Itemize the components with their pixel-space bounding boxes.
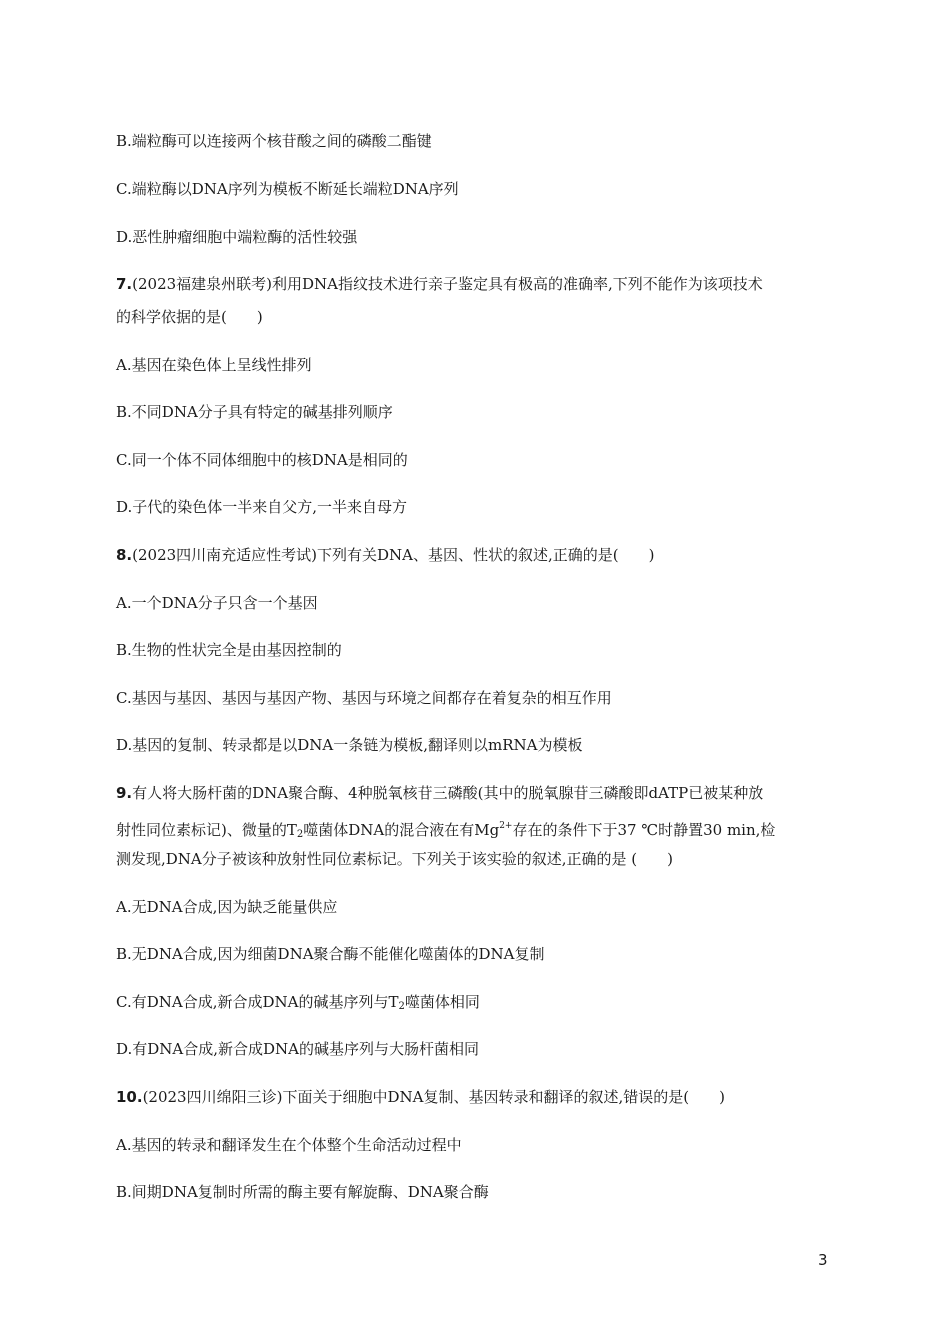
q9-option-d: D.有DNA合成,新合成DNA的碱基序列与大肠杆菌相同: [116, 1040, 479, 1058]
q8-option-c: C.基因与基因、基因与基因产物、基因与环境之间都存在着复杂的相互作用: [116, 689, 612, 707]
q7-number: 7.: [116, 275, 133, 293]
q6-option-b: B.端粒酶可以连接两个核苷酸之间的磷酸二酯键: [116, 132, 432, 150]
q7-stem-line-2: [116, 307, 836, 327]
q7-stem-line-1: [116, 274, 836, 294]
q9-option-a: A.无DNA合成,因为缺乏能量供应: [116, 898, 338, 916]
q10-number: 10.: [116, 1088, 143, 1106]
q9-option-c-text-b: 噬菌体相同: [404, 993, 480, 1011]
q9-stem-text-2a: 射性同位素标记)、微量的T: [116, 821, 297, 839]
q7-option-c: C.同一个体不同体细胞中的核DNA是相同的: [116, 451, 408, 469]
q7-stem-text-2: 的科学依据的是(: [116, 308, 227, 326]
q6-option-c: C.端粒酶以DNA序列为模板不断延长端粒DNA序列: [116, 180, 459, 198]
page-number: 3: [818, 1251, 828, 1269]
q9-stem-line-1: [116, 783, 836, 803]
q9-stem-line-3: [116, 849, 836, 869]
q9-stem-text-3: 测发现,DNA分子被该种放射性同位素标记。下列关于该实验的叙述,正确的是 (: [116, 850, 638, 868]
q8-option-b: B.生物的性状完全是由基因控制的: [116, 641, 342, 659]
q8-option-d: D.基因的复制、转录都是以DNA一条链为模板,翻译则以mRNA为模板: [116, 736, 583, 754]
q9-stem-text-2c: 存在的条件下于37 ℃时静置30 min,检: [512, 821, 776, 839]
q10-option-b: B.间期DNA复制时所需的酶主要有解旋酶、DNA聚合酶: [116, 1183, 489, 1201]
q8-stem-text: (2023四川南充适应性考试)下列有关DNA、基因、性状的叙述,正确的是(: [132, 546, 619, 564]
q9-option-b: B.无DNA合成,因为细菌DNA聚合酶不能催化噬菌体的DNA复制: [116, 945, 545, 963]
q8-option-a: A.一个DNA分子只含一个基因: [116, 594, 318, 612]
q7-option-d: D.子代的染色体一半来自父方,一半来自母方: [116, 498, 408, 516]
q10-stem-text: (2023四川绵阳三诊)下面关于细胞中DNA复制、基因转录和翻译的叙述,错误的是(: [142, 1088, 690, 1106]
q9-number: 9.: [116, 784, 133, 802]
q8-stem: [116, 545, 836, 565]
q9-mg-superscript: 2+: [499, 821, 513, 831]
q6-option-d: D.恶性肿瘤细胞中端粒酶的活性较强: [116, 228, 358, 246]
q7-option-b: B.不同DNA分子具有特定的碱基排列顺序: [116, 403, 393, 421]
q7-option-a: A.基因在染色体上呈线性排列: [116, 356, 312, 374]
q9-option-c: [116, 992, 836, 1017]
q8-stem-close: ): [648, 546, 655, 564]
q10-stem: [116, 1087, 836, 1107]
q10-stem-close: ): [719, 1088, 725, 1106]
q9-stem-text-2b: 噬菌体DNA的混合液在有Mg: [303, 821, 500, 839]
q8-number: 8.: [116, 546, 133, 564]
q9-option-c-subscript: 2: [398, 1001, 405, 1012]
q9-stem-text-1: 有人将大肠杆菌的DNA聚合酶、4种脱氧核苷三磷酸(其中的脱氧腺苷三磷酸即dATP已被某种放: [132, 784, 764, 802]
q9-stem-close: ): [667, 850, 674, 868]
q7-stem-text-1: (2023福建泉州联考)利用DNA指纹技术进行亲子鉴定具有极高的准确率,下列不能作为该项技术: [132, 275, 763, 293]
q9-option-c-text-a: C.有DNA合成,新合成DNA的碱基序列与T: [116, 993, 399, 1011]
q9-t2-subscript: 2: [296, 829, 304, 840]
q9-stem-line-2: [116, 816, 836, 845]
q10-option-a: A.基因的转录和翻译发生在个体整个生命活动过程中: [116, 1136, 462, 1154]
q7-stem-close: ): [256, 308, 263, 326]
